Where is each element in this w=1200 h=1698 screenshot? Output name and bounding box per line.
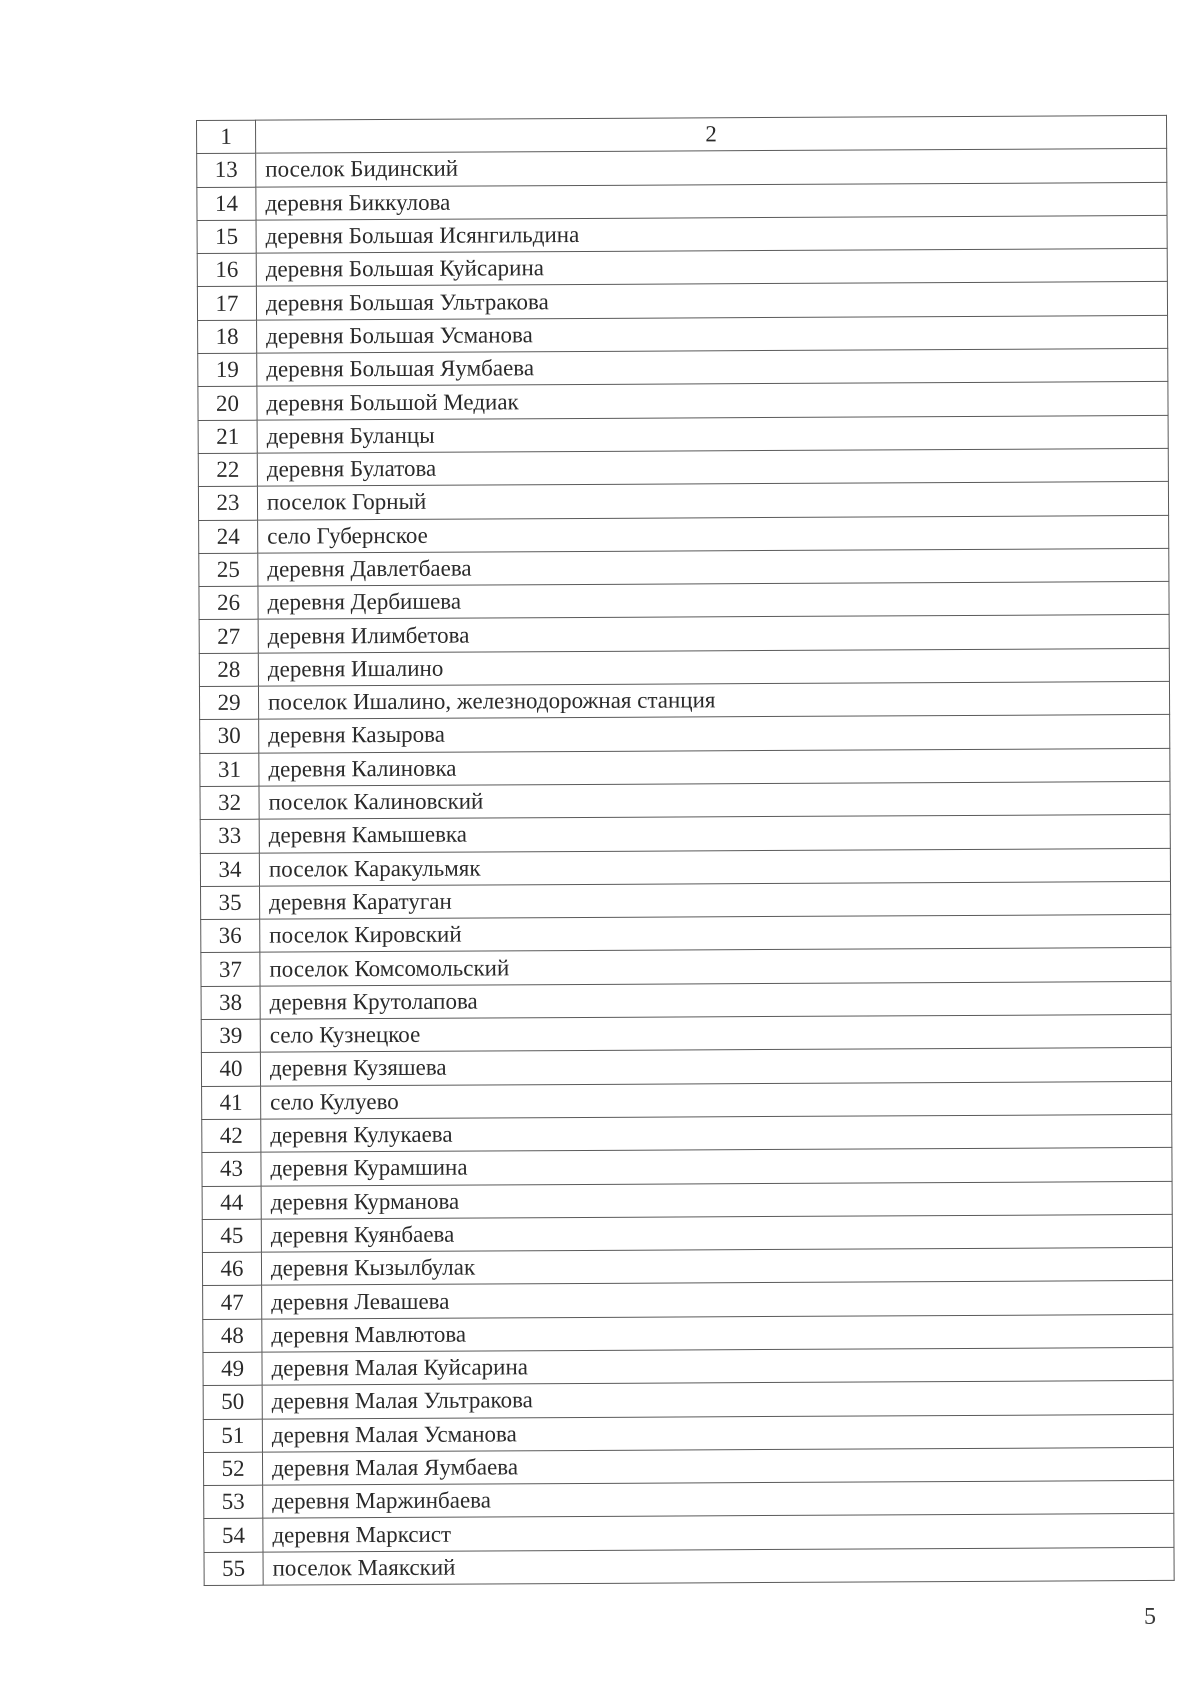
row-number: 52 xyxy=(203,1452,262,1486)
row-number: 13 xyxy=(197,153,256,187)
table-row xyxy=(203,1414,1173,1452)
settlements-table xyxy=(196,115,1175,1586)
row-number: 36 xyxy=(201,919,260,953)
table-row xyxy=(197,249,1167,287)
settlement-name: село Кузнецкое xyxy=(260,1014,1171,1052)
row-number: 53 xyxy=(204,1485,263,1519)
table-row xyxy=(199,515,1169,553)
table-row xyxy=(202,1148,1172,1186)
row-number: 20 xyxy=(198,387,257,421)
table-row xyxy=(204,1547,1174,1585)
settlement-name: деревня Калиновка xyxy=(259,748,1170,786)
table-row xyxy=(199,582,1169,620)
settlement-name: деревня Крутолапова xyxy=(260,981,1171,1019)
row-number: 25 xyxy=(199,553,258,587)
table-row xyxy=(197,215,1167,253)
settlement-name: деревня Левашева xyxy=(262,1281,1173,1319)
settlement-name: поселок Комсомольский xyxy=(260,948,1171,986)
settlement-name: деревня Кулукаева xyxy=(261,1114,1172,1152)
settlement-name: поселок Горный xyxy=(257,482,1168,520)
settlement-name: деревня Малая Куйсарина xyxy=(262,1347,1173,1385)
settlement-name: село Губернское xyxy=(258,515,1169,553)
row-number: 29 xyxy=(199,686,258,720)
row-number: 16 xyxy=(197,253,256,287)
table-row xyxy=(201,1048,1171,1086)
table-row xyxy=(197,282,1167,320)
settlement-name: поселок Каракульмяк xyxy=(259,848,1170,886)
settlement-name: деревня Курманова xyxy=(261,1181,1172,1219)
row-number: 40 xyxy=(201,1052,260,1086)
row-number: 43 xyxy=(202,1152,261,1186)
settlement-name: деревня Куянбаева xyxy=(261,1214,1172,1252)
table-row xyxy=(200,848,1170,886)
settlement-name: деревня Буланцы xyxy=(257,415,1168,453)
settlement-name: деревня Казырова xyxy=(259,715,1170,753)
table-row xyxy=(202,1181,1172,1219)
row-number: 28 xyxy=(199,653,258,687)
table-row xyxy=(204,1481,1174,1519)
row-number: 24 xyxy=(199,520,258,554)
row-number: 14 xyxy=(197,187,256,221)
row-number: 55 xyxy=(204,1552,263,1586)
table-row xyxy=(200,815,1170,853)
table-row xyxy=(198,382,1168,420)
row-number: 39 xyxy=(201,1019,260,1053)
row-number: 46 xyxy=(202,1252,261,1286)
table-row xyxy=(197,149,1167,187)
row-number: 17 xyxy=(197,287,256,321)
table-row xyxy=(202,1114,1172,1152)
table-row xyxy=(202,1214,1172,1252)
row-number: 47 xyxy=(203,1286,262,1320)
table-row xyxy=(202,1247,1172,1285)
row-number: 41 xyxy=(202,1086,261,1120)
settlement-name: деревня Кызылбулак xyxy=(261,1247,1172,1285)
settlement-name: деревня Большая Ультракова xyxy=(256,282,1167,320)
row-number: 49 xyxy=(203,1352,262,1386)
row-number: 42 xyxy=(202,1119,261,1153)
settlement-name: деревня Мавлютова xyxy=(262,1314,1173,1352)
settlement-name: поселок Маякский xyxy=(263,1547,1174,1585)
row-number: 23 xyxy=(198,486,257,520)
page-number: 5 xyxy=(1144,1604,1156,1630)
row-number: 51 xyxy=(203,1419,262,1453)
settlement-name: деревня Марксист xyxy=(263,1514,1174,1552)
row-number: 18 xyxy=(198,320,257,354)
table-row xyxy=(198,448,1168,486)
table-row xyxy=(199,681,1169,719)
table-body xyxy=(197,115,1175,1585)
settlement-name: поселок Ишалино, железнодорожная станция xyxy=(258,681,1169,719)
table-row xyxy=(203,1314,1173,1352)
settlement-name: деревня Большой Медиак xyxy=(257,382,1168,420)
table-row xyxy=(201,981,1171,1019)
settlement-name: поселок Бидинский xyxy=(256,149,1167,187)
settlement-name: деревня Илимбетова xyxy=(258,615,1169,653)
row-number: 30 xyxy=(200,720,259,754)
table-row xyxy=(200,781,1170,819)
table-row xyxy=(204,1514,1174,1552)
row-number: 15 xyxy=(197,220,256,254)
header-column-1: 1 xyxy=(197,120,256,154)
settlement-name: деревня Большая Исянгильдина xyxy=(256,215,1167,253)
row-number: 50 xyxy=(203,1385,262,1419)
table-row xyxy=(203,1447,1173,1485)
row-number: 27 xyxy=(199,620,258,654)
table-row xyxy=(203,1347,1173,1385)
table-row xyxy=(197,182,1167,220)
settlement-name: деревня Малая Яумбаева xyxy=(262,1447,1173,1485)
settlement-name: деревня Дербишева xyxy=(258,582,1169,620)
settlement-name: деревня Большая Усманова xyxy=(257,315,1168,353)
table-row xyxy=(200,715,1170,753)
row-number: 34 xyxy=(200,853,259,887)
settlement-name: деревня Маржинбаева xyxy=(263,1481,1174,1519)
row-number: 48 xyxy=(203,1319,262,1353)
table-row xyxy=(198,482,1168,520)
settlement-name: деревня Малая Ультракова xyxy=(262,1381,1173,1419)
row-number: 22 xyxy=(198,453,257,487)
table-row xyxy=(199,648,1169,686)
table-row xyxy=(198,415,1168,453)
row-number: 35 xyxy=(201,886,260,920)
settlement-name: село Кулуево xyxy=(261,1081,1172,1119)
table-row xyxy=(201,1014,1171,1052)
table-row xyxy=(199,615,1169,653)
settlement-name: деревня Камышевка xyxy=(259,815,1170,853)
row-number: 31 xyxy=(200,753,259,787)
row-number: 26 xyxy=(199,586,258,620)
settlement-name: деревня Малая Усманова xyxy=(262,1414,1173,1452)
settlement-name: деревня Давлетбаева xyxy=(258,548,1169,586)
table-row xyxy=(200,748,1170,786)
row-number: 54 xyxy=(204,1519,263,1553)
settlement-name: деревня Каратуган xyxy=(260,881,1171,919)
row-number: 33 xyxy=(200,819,259,853)
table-row xyxy=(198,348,1168,386)
settlement-name: поселок Калиновский xyxy=(259,781,1170,819)
settlement-name: деревня Курамшина xyxy=(261,1148,1172,1186)
settlement-name: деревня Булатова xyxy=(257,448,1168,486)
settlement-name: деревня Биккулова xyxy=(256,182,1167,220)
table-row xyxy=(201,948,1171,986)
row-number: 21 xyxy=(198,420,257,454)
settlement-name: деревня Ишалино xyxy=(258,648,1169,686)
table-row xyxy=(198,315,1168,353)
header-column-2: 2 xyxy=(256,115,1167,153)
table-row xyxy=(201,915,1171,953)
settlement-name: деревня Кузяшева xyxy=(260,1048,1171,1086)
table-row xyxy=(202,1081,1172,1119)
settlement-name: деревня Большая Яумбаева xyxy=(257,348,1168,386)
table-row xyxy=(199,548,1169,586)
row-number: 38 xyxy=(201,986,260,1020)
row-number: 45 xyxy=(202,1219,261,1253)
row-number: 44 xyxy=(202,1186,261,1220)
table-header-row xyxy=(197,115,1167,153)
settlement-name: деревня Большая Куйсарина xyxy=(256,249,1167,287)
row-number: 19 xyxy=(198,353,257,387)
row-number: 37 xyxy=(201,953,260,987)
table-row xyxy=(203,1381,1173,1419)
row-number: 32 xyxy=(200,786,259,820)
settlement-name: поселок Кировский xyxy=(260,915,1171,953)
table-row xyxy=(203,1281,1173,1319)
table-row xyxy=(201,881,1171,919)
